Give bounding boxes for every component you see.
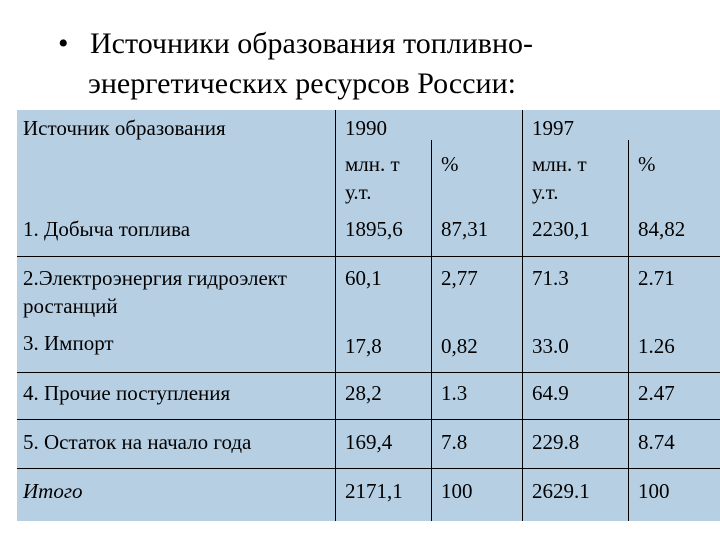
pct-1990: 100 xyxy=(441,479,473,503)
grid-line xyxy=(17,372,720,373)
pct-1990: 87,31 xyxy=(441,217,489,241)
energy-sources-table xyxy=(17,110,720,521)
header-year-1990: 1990 xyxy=(345,116,387,140)
value-1990: 1895,6 xyxy=(345,217,403,241)
pct-1990: 0,82 xyxy=(441,334,478,358)
slide-title xyxy=(58,24,698,104)
row-label: 1. Добыча топлива xyxy=(23,217,191,241)
pct-1990: 1.3 xyxy=(441,381,468,405)
header-source: Источник образования xyxy=(23,116,226,140)
value-1997: 229.8 xyxy=(532,430,580,454)
grid-line xyxy=(335,110,336,521)
value-1990: 169,4 xyxy=(345,430,393,454)
row-label: 3. Импорт xyxy=(23,331,114,355)
pct-1997: 2.71 xyxy=(638,266,675,290)
header-year-1997: 1997 xyxy=(532,116,574,140)
grid-line xyxy=(17,468,720,469)
value-1997: 2629.1 xyxy=(532,479,590,503)
value-1997: 64.9 xyxy=(532,381,569,405)
value-1997: 71.3 xyxy=(532,266,569,290)
bullet: • xyxy=(58,27,69,60)
value-1990: 60,1 xyxy=(345,266,382,290)
title-line-1: Источники образования топливно- xyxy=(90,27,533,60)
pct-1997: 84,82 xyxy=(638,217,686,241)
pct-1997: 2.47 xyxy=(638,381,675,405)
grid-line xyxy=(17,256,720,257)
row-label-total: Итого xyxy=(23,479,83,503)
header-pct-1997: % xyxy=(638,152,656,176)
pct-1997: 100 xyxy=(638,479,670,503)
pct-1990: 2,77 xyxy=(441,266,478,290)
pct-1997: 8.74 xyxy=(638,430,675,454)
header-unit-1990: млн. т у.т. xyxy=(345,152,400,204)
row-label: 2.Электроэнергия гидроэлект ростанций xyxy=(23,266,287,318)
value-1997: 33.0 xyxy=(532,334,569,358)
value-1990: 17,8 xyxy=(345,334,382,358)
value-1997: 2230,1 xyxy=(532,217,590,241)
row-label: 4. Прочие поступления xyxy=(23,381,231,405)
pct-1997: 1.26 xyxy=(638,334,675,358)
grid-line xyxy=(628,140,629,521)
value-1990: 2171,1 xyxy=(345,479,403,503)
grid-line xyxy=(522,110,523,521)
row-label: 5. Остаток на начало года xyxy=(23,430,252,454)
header-pct-1990: % xyxy=(441,152,459,176)
grid-line xyxy=(17,419,720,420)
grid-line xyxy=(431,140,432,521)
title-line-2: энергетических ресурсов России: xyxy=(88,67,516,100)
value-1990: 28,2 xyxy=(345,381,382,405)
header-unit-1997: млн. т у.т. xyxy=(532,152,587,204)
pct-1990: 7.8 xyxy=(441,430,468,454)
